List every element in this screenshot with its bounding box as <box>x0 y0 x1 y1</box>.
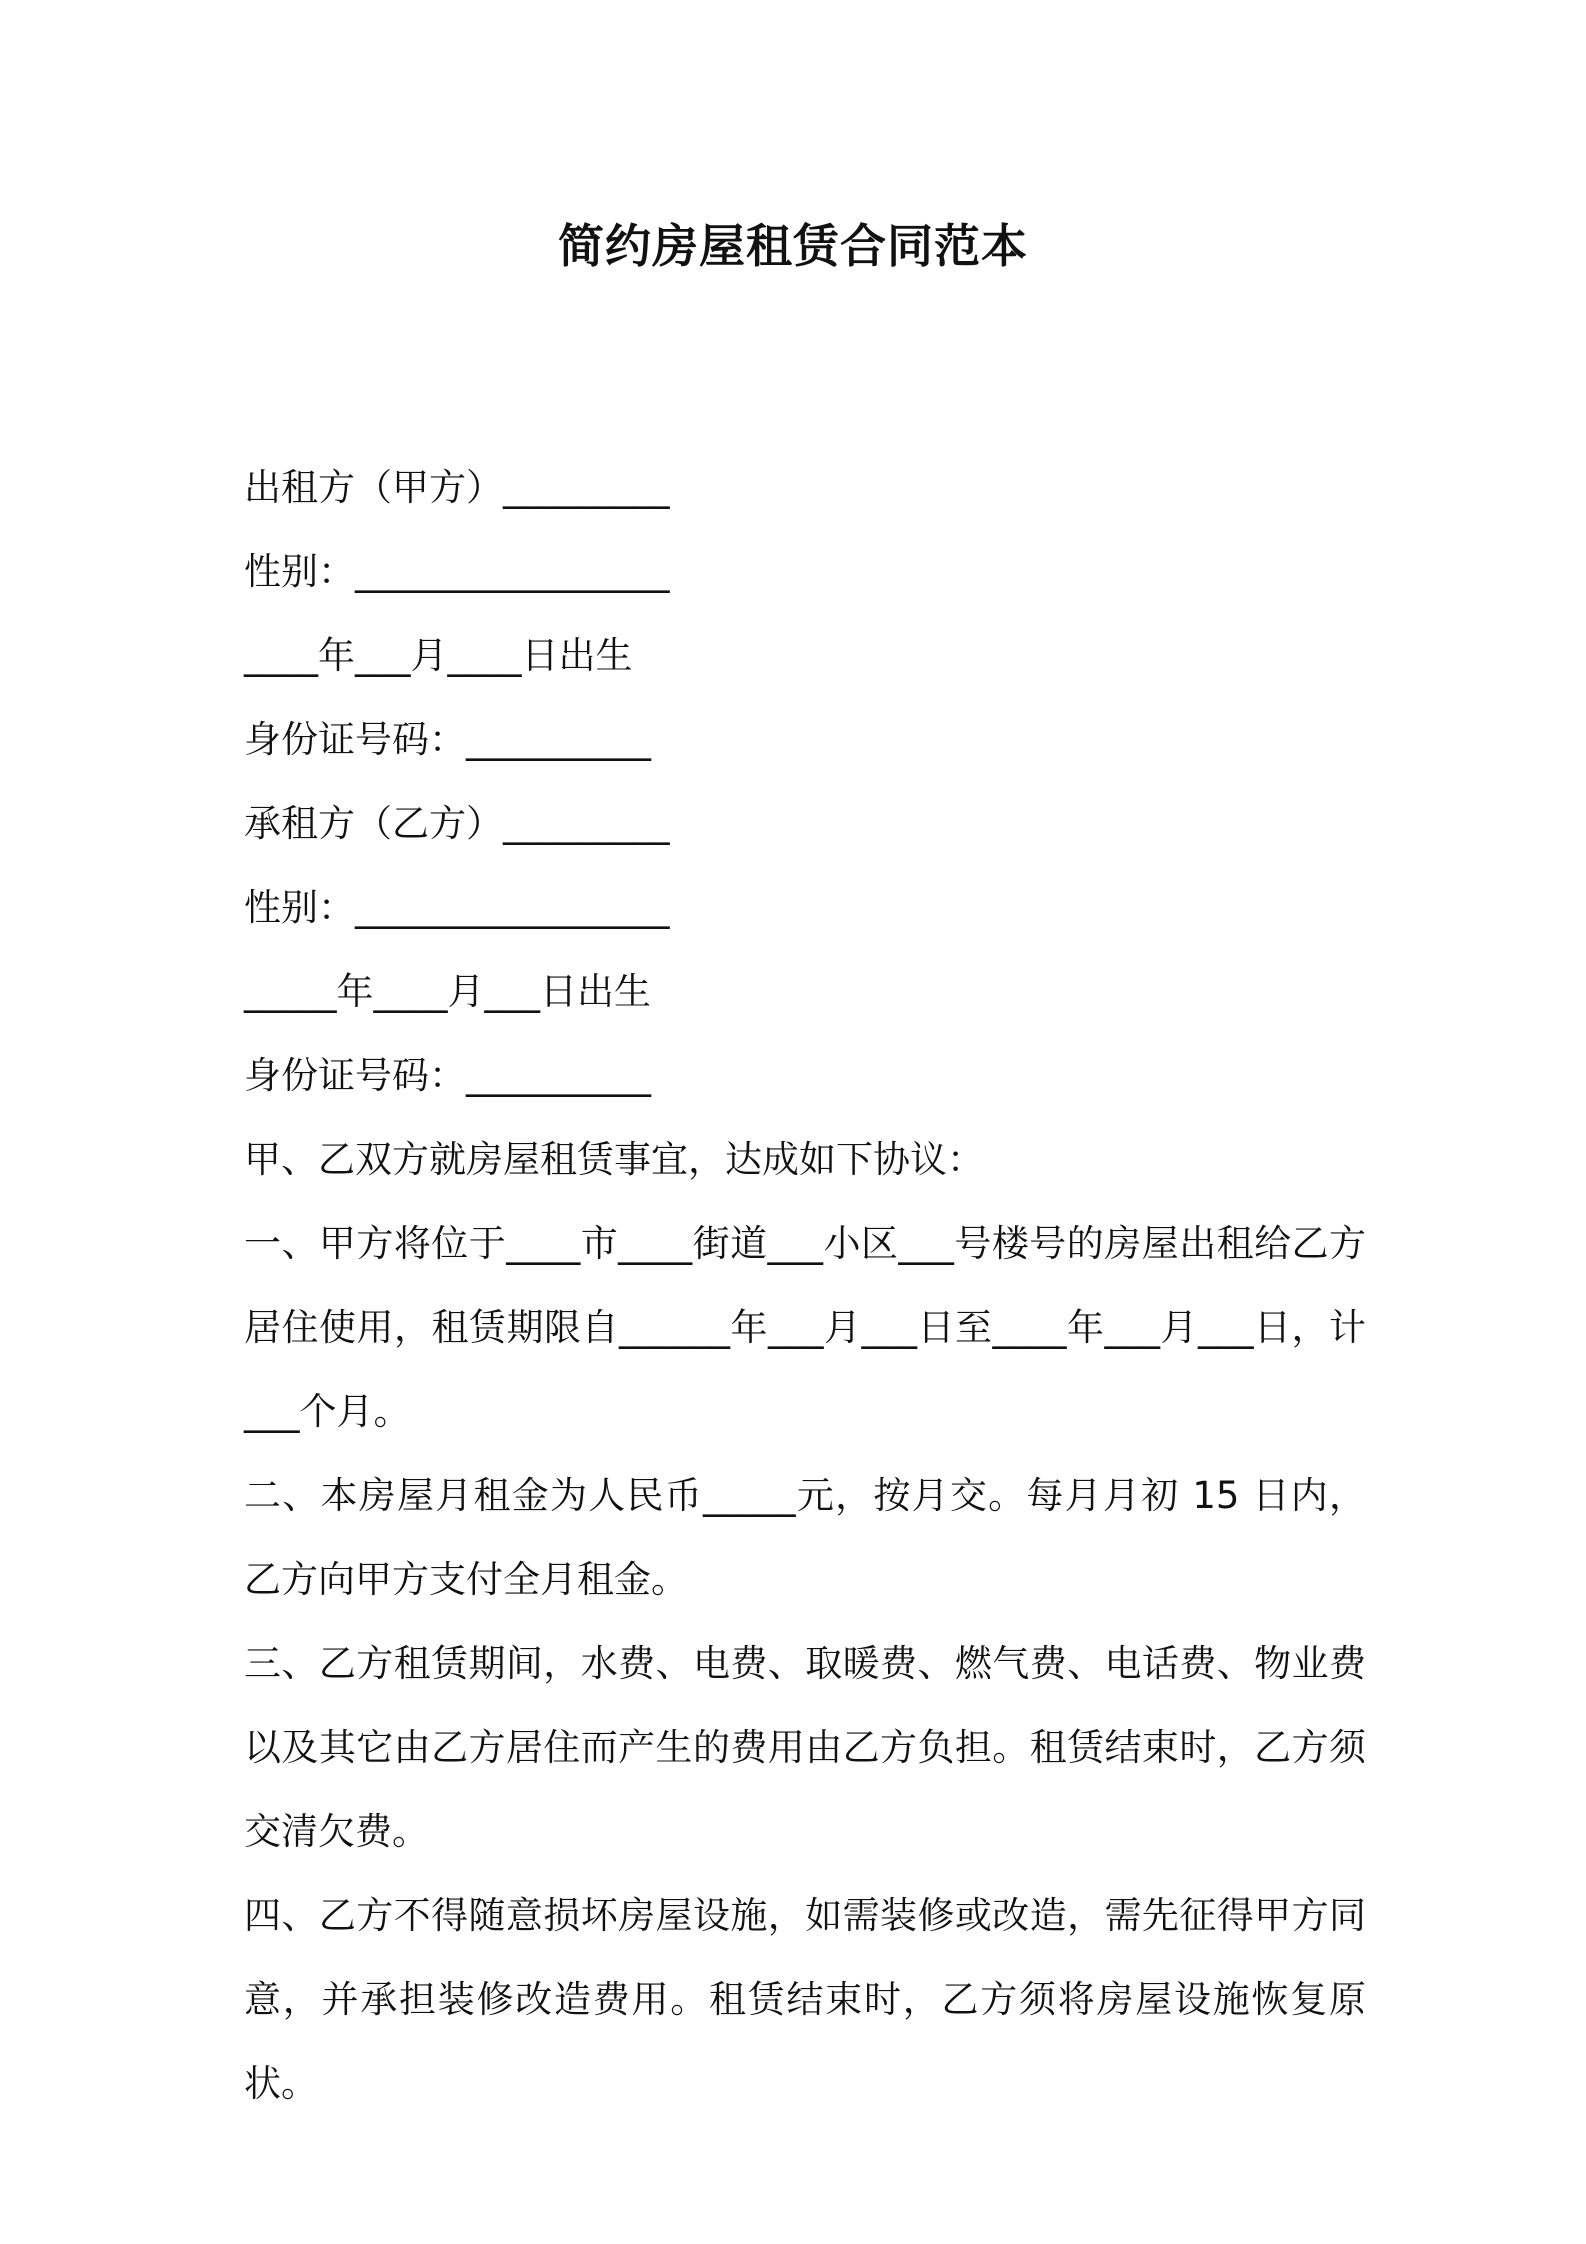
lessee-birthdate-line: _____年____月___日出生 <box>244 970 651 1013</box>
agreement-intro-line: 甲、乙双方就房屋租赁事宜，达成如下协议： <box>244 1138 984 1181</box>
lessee-gender-line: 性别：_________________ <box>244 886 670 929</box>
lessor-birthdate-line: ____年___月____日出生 <box>244 634 633 677</box>
lessor-gender-line: 性别：_________________ <box>244 550 670 593</box>
lessor-name-line: 出租方（甲方）_________ <box>244 466 670 509</box>
lessee-name-line: 承租方（乙方）_________ <box>244 802 670 845</box>
clause-3-utilities: 三、乙方租赁期间，水费、电费、取暖费、燃气费、电话费、物业费以及其它由乙方居住而产生的费用由乙方负担。租赁结束时，乙方须交清欠费。 <box>244 1642 1366 1853</box>
clause-2-rent: 二、本房屋月租金为人民币_____元，按月交。每月月初 15 日内，乙方向甲方支付全月租金。 <box>244 1474 1366 1601</box>
lessor-id-number-line: 身份证号码：__________ <box>244 718 651 761</box>
document-title: 简约房屋租赁合同范本 <box>558 219 1028 273</box>
lessee-id-number-line: 身份证号码：__________ <box>244 1054 651 1097</box>
clause-1-lease-term: 一、甲方将位于____市____街道___小区___号楼号的房屋出租给乙方居住使用，租赁期限自______年___月___日至____年___月___日，计___个月。 <box>244 1222 1366 1433</box>
clause-4-facilities: 四、乙方不得随意损坏房屋设施，如需装修或改造，需先征得甲方同意，并承担装修改造费用。租赁结束时，乙方须将房屋设施恢复原状。 <box>244 1894 1366 2105</box>
contract-body <box>244 446 1366 2126</box>
